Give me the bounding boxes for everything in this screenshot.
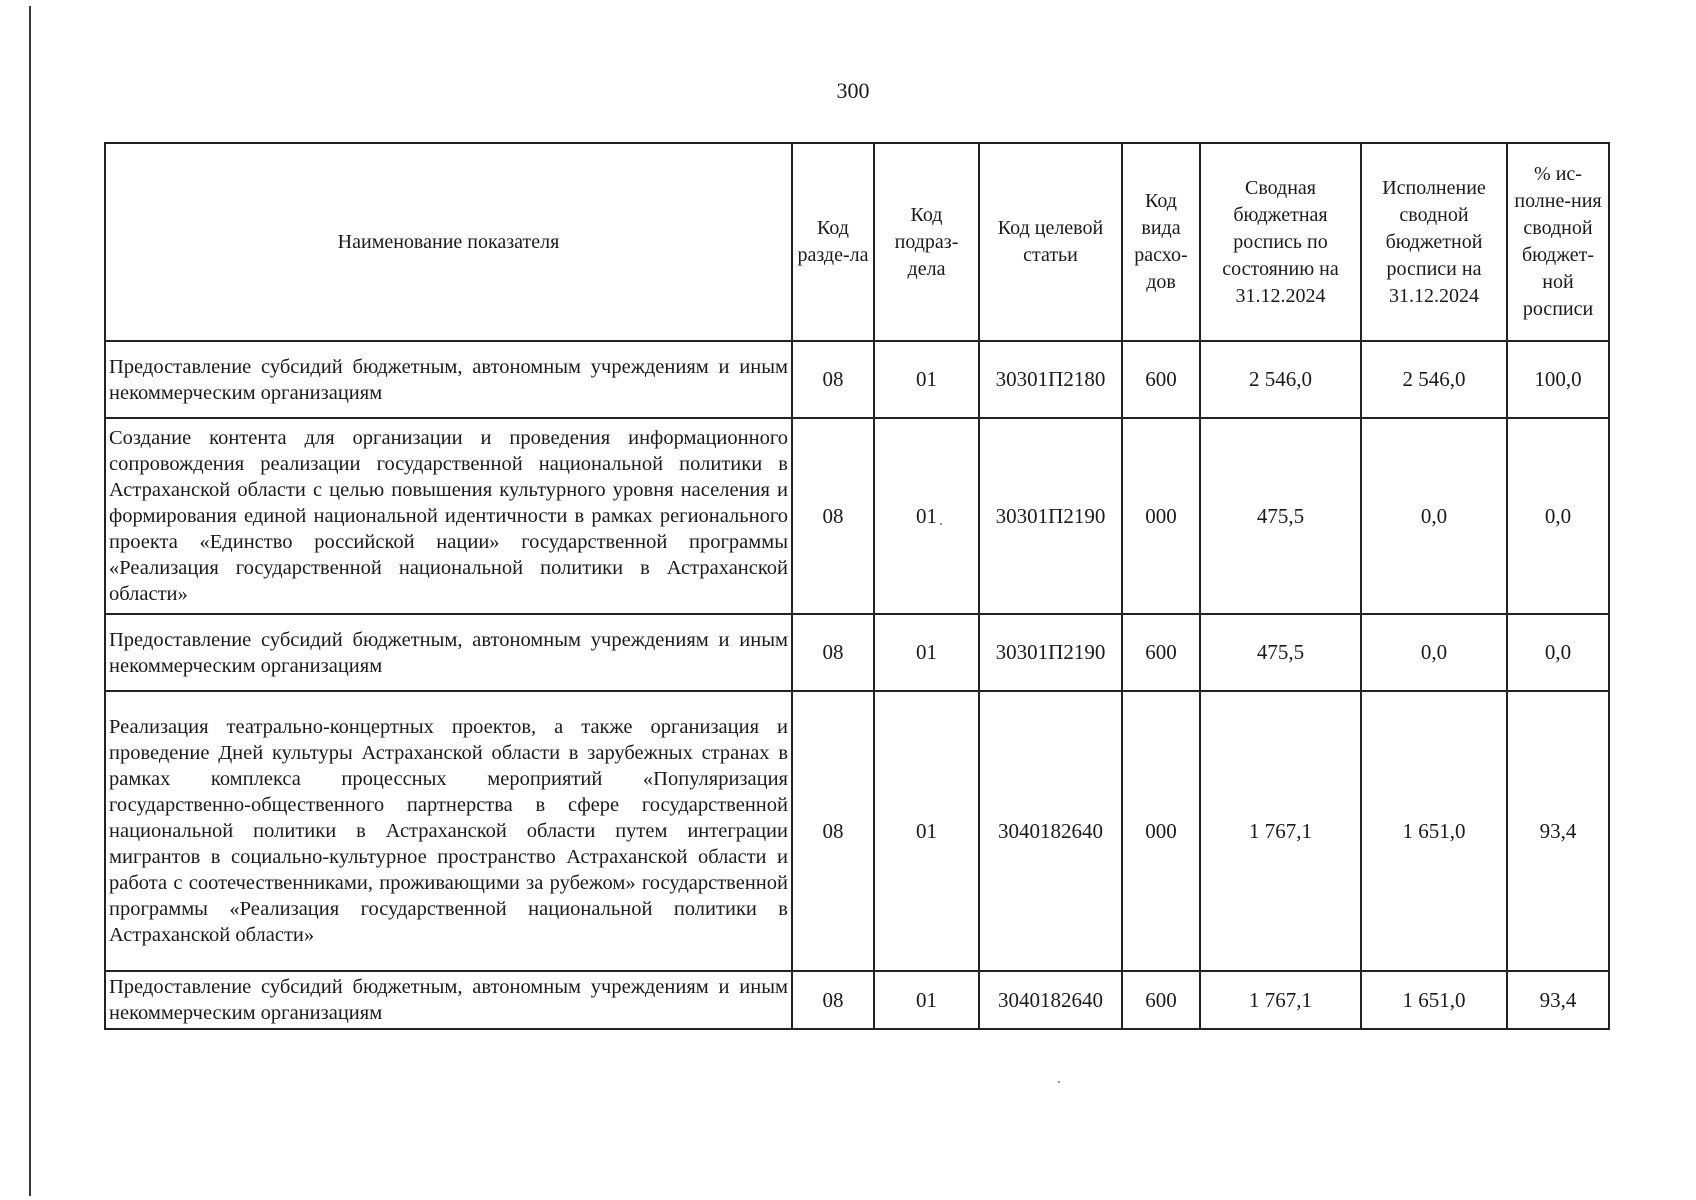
row-target: 3040182640 xyxy=(979,971,1122,1029)
header-expense-type-code: Код вида расхо-дов xyxy=(1122,143,1200,341)
row-percent: 0,0 xyxy=(1507,418,1609,614)
row-target: 30301П2180 xyxy=(979,341,1122,418)
row-name: Реализация театрально-концертных проектов, а также организация и проведение Дней культуры Астраханской области в зарубежных странах в рамках комплекса процессных мероприятий «Популяризация государственно-общественного партнерства в сфере государственной национальной политики в Астраханской области путем интеграции мигрантов в социально-культурное пространство Астраханской области и работа с соотечественниками, проживающими за рубежом» государственной программы «Реализация государственной национальной политики в Астраханской области» xyxy=(105,691,792,971)
row-target: 3040182640 xyxy=(979,691,1122,971)
row-percent: 0,0 xyxy=(1507,614,1609,691)
row-percent: 93,4 xyxy=(1507,971,1609,1029)
binding-edge-line xyxy=(29,6,31,1196)
row-name: Предоставление субсидий бюджетным, автономным учреждениям и иным некоммерческим организациям xyxy=(105,341,792,418)
header-section-code: Код разде-ла xyxy=(792,143,874,341)
row-execution: 0,0 xyxy=(1361,614,1507,691)
row-percent: 100,0 xyxy=(1507,341,1609,418)
row-subsection: 01 xyxy=(874,341,979,418)
row-section: 08 xyxy=(792,614,874,691)
table-header-row xyxy=(105,143,1609,341)
row-expense-type: 600 xyxy=(1122,614,1200,691)
row-target: 30301П2190 xyxy=(979,418,1122,614)
header-target-code: Код целевой статьи xyxy=(979,143,1122,341)
row-plan: 1 767,1 xyxy=(1200,971,1361,1029)
row-plan: 1 767,1 xyxy=(1200,691,1361,971)
table-row xyxy=(105,341,1609,418)
budget-execution-table xyxy=(104,142,1610,1030)
scan-speck xyxy=(1058,1081,1060,1083)
row-subsection: 01 xyxy=(874,971,979,1029)
row-subsection: 01 xyxy=(874,614,979,691)
row-subsection: 01 xyxy=(874,418,979,614)
row-section: 08 xyxy=(792,971,874,1029)
header-subsection-code: Код подраз-дела xyxy=(874,143,979,341)
row-name: Создание контента для организации и проведения информационного сопровождения реализации государственной национальной политики в Астраханской области с целью повышения культурного уровня населения и формирования единой национальной идентичности в рамках регионального проекта «Единство российской нации» государственной программы «Реализация государственной национальной политики в Астраханской области» xyxy=(105,418,792,614)
row-plan: 475,5 xyxy=(1200,418,1361,614)
row-plan: 2 546,0 xyxy=(1200,341,1361,418)
row-subsection: 01 xyxy=(874,691,979,971)
row-execution: 1 651,0 xyxy=(1361,971,1507,1029)
table-row xyxy=(105,418,1609,614)
header-budget-plan: Сводная бюджетная роспись по состоянию на 31.12.2024 xyxy=(1200,143,1361,341)
row-expense-type: 000 xyxy=(1122,418,1200,614)
header-execution: Исполнение сводной бюджетной росписи на 31.12.2024 xyxy=(1361,143,1507,341)
header-name: Наименование показателя xyxy=(105,143,792,341)
row-section: 08 xyxy=(792,341,874,418)
row-section: 08 xyxy=(792,691,874,971)
table-row xyxy=(105,691,1609,971)
row-target: 30301П2190 xyxy=(979,614,1122,691)
row-name: Предоставление субсидий бюджетным, автономным учреждениям и иным некоммерческим организациям xyxy=(105,971,792,1029)
row-execution: 2 546,0 xyxy=(1361,341,1507,418)
header-percent: % ис-полне-ния сводной бюджет-ной росписи xyxy=(1507,143,1609,341)
row-name: Предоставление субсидий бюджетным, автономным учреждениям и иным некоммерческим организациям xyxy=(105,614,792,691)
row-execution: 1 651,0 xyxy=(1361,691,1507,971)
row-expense-type: 600 xyxy=(1122,971,1200,1029)
page-number: 300 xyxy=(836,78,870,103)
table-row xyxy=(105,614,1609,691)
row-section: 08 xyxy=(792,418,874,614)
row-percent: 93,4 xyxy=(1507,691,1609,971)
row-execution: 0,0 xyxy=(1361,418,1507,614)
row-expense-type: 000 xyxy=(1122,691,1200,971)
row-expense-type: 600 xyxy=(1122,341,1200,418)
row-plan: 475,5 xyxy=(1200,614,1361,691)
table-row xyxy=(105,971,1609,1029)
